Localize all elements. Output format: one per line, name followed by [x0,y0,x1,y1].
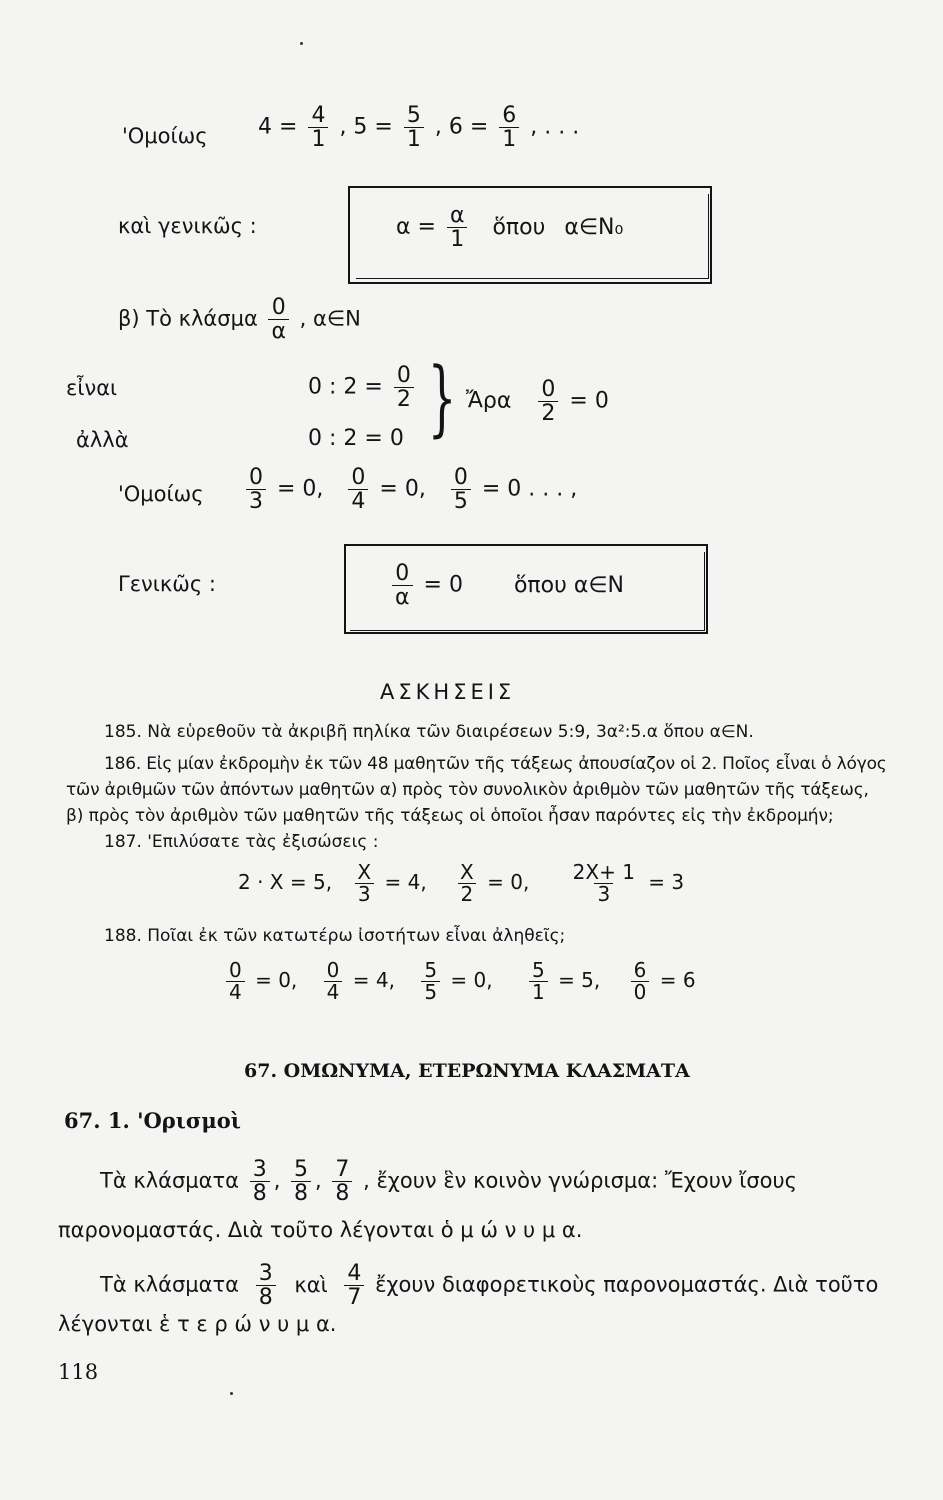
fraction: $\frac{6}{0}$ [631,960,650,1003]
omoios-label-2: 'Ομοίως [118,482,204,506]
ara-equation: Ἄρα $\frac{0}{2}$ = 0 [466,377,609,427]
beta-line: β) Τὸ κλάσμα $\frac{0}{\alpha}$ , α∈N [118,295,361,345]
paragraph-2-line-1: Τὰ κλάσματα $\frac{3}{8}$ καὶ $\frac{4}{7}$ ἔχουν διαφορετικοὺς παρονομαστάς. Διὰ τοῦτο [100,1261,879,1311]
alla-equation: 0 : 2 = 0 [308,426,404,451]
ink-dot [300,42,303,45]
fraction: $\frac{0}{\alpha}$ [268,296,289,343]
exercise-185: 185. Νὰ εὑρεθοῦν τὰ ἀκριβῆ πηλίκα τῶν διαιρέσεων 5:9, 3α²:5.α ὅπου α∈N. [104,722,754,742]
fraction: $\frac{0}{4}$ [348,466,368,513]
fraction: $\frac{0}{2}$ [394,364,414,411]
fraction: $\frac{0}{5}$ [451,466,471,513]
page-number: 118 [58,1360,99,1384]
fraction: $\frac{0}{4}$ [226,960,245,1003]
exercise-188-equations: $\frac{0}{4}$ = 0, $\frac{0}{4}$ = 4, $\frac{5}{5}$ = 0, $\frac{5}{1}$ = 5, $\frac{6}{0}$ = 6 [222,960,696,1003]
exercise-187: 187. 'Επιλύσατε τὰς ἐξισώσεις : [104,832,379,852]
omoios-label-1: 'Ομοίως [122,124,208,148]
fraction: $\frac{0}{3}$ [246,466,266,513]
paragraph-1-line-1: Τὰ κλάσματα $\frac{3}{8}$ , $\frac{5}{8}$ , $\frac{7}{8}$ , ἔχουν ἓν κοινὸν γνώρισμα: Ἔχουν ἴσους [100,1157,797,1207]
fraction: $\frac{5}{8}$ [291,1158,311,1205]
exercise-188: 188. Ποῖαι ἐκ τῶν κατωτέρω ἰσοτήτων εἶναι ἀληθεῖς; [104,926,566,946]
generally-label-1: καὶ γενικῶς : [118,214,257,238]
exercise-186-line-2: τῶν ἀριθμῶν τῶν ἀπόντων μαθητῶν α) πρὸς τὸν συνολικὸν ἀριθμὸν τῶν μαθητῶν τῆς τάξεως, [66,780,869,800]
paragraph-2-line-2: λέγονται ἑ τ ε ρ ώ ν υ μ α. [58,1312,337,1336]
exercise-186-line-3: β) πρὸς τὸν ἀριθμὸν τῶν μαθητῶν τῆς τάξεως οἱ ὁποῖοι ἦσαν παρόντες εἰς τὴν ἐκδρομήν; [66,806,834,826]
fraction: $\frac{5}{1}$ [404,104,424,151]
fraction: $\frac{6}{1}$ [499,104,519,151]
omoios-equation-2: $\frac{0}{3}$ = 0, $\frac{0}{4}$ = 0, $\frac{0}{5}$ = 0 . . . , [242,466,577,513]
formula-box-2-content: $\frac{0}{\alpha}$ = 0 ὅπου α∈N [388,562,624,609]
paragraph-1-line-2: παρονομαστάς. Διὰ τοῦτο λέγονται ὁ μ ώ ν υ μ α. [58,1218,583,1242]
fraction: $\frac{2X+ 1}{3}$ [572,860,635,906]
formula-box-1-content: α = $\frac{\alpha}{1}$ ὅπου α∈N₀ [396,203,624,253]
exercise-186-line-1: 186. Εἰς μίαν ἐκδρομὴν ἐκ τῶν 48 μαθητῶν τῆς τάξεως ἀπουσίαζον οἱ 2. Ποῖος εἶναι ὁ λόγος [104,754,887,774]
fraction: $\frac{3}{8}$ [250,1158,270,1205]
exercise-187-equations: 2 · X = 5, $\frac{X}{3}$ = 4, $\frac{X}{2}$ = 0, $\frac{2X+ 1}{3}$ = 3 [238,860,685,906]
subsection-67-1-heading: 67. 1. 'Ορισμοὶ [64,1108,241,1133]
alla-label: ἀλλὰ [76,428,129,452]
right-brace: } [427,351,457,446]
fraction: $\frac{0}{2}$ [538,378,558,425]
einai-label: εἶναι [66,376,118,400]
fraction: $\frac{0}{4}$ [324,960,343,1003]
generally-label-2: Γενικῶς : [118,572,216,596]
fraction: $\frac{4}{1}$ [308,104,328,151]
omoios-equation-1: 4 = $\frac{4}{1}$ , 5 = $\frac{5}{1}$ , 6 = $\frac{6}{1}$ , . . . [258,103,580,153]
fraction: $\frac{4}{7}$ [344,1262,364,1309]
fraction: $\frac{3}{8}$ [256,1262,276,1309]
exercises-heading: ΑΣΚΗΣΕΙΣ [380,680,516,704]
section-67-heading: 67. ΟΜΩΝΥΜΑ, ΕΤΕΡΩΝΥΜΑ ΚΛΑΣΜΑΤΑ [244,1060,690,1082]
fraction: $\frac{5}{5}$ [421,960,440,1003]
fraction: $\frac{\alpha}{1}$ [447,204,468,251]
fraction: $\frac{X}{2}$ [457,862,477,905]
einai-equation: 0 : 2 = $\frac{0}{2}$ [308,364,418,411]
ink-dot [230,1392,233,1395]
fraction: $\frac{5}{1}$ [529,960,548,1003]
fraction: $\frac{0}{\alpha}$ [392,562,413,609]
fraction: $\frac{X}{3}$ [354,862,374,905]
fraction: $\frac{7}{8}$ [332,1158,352,1205]
